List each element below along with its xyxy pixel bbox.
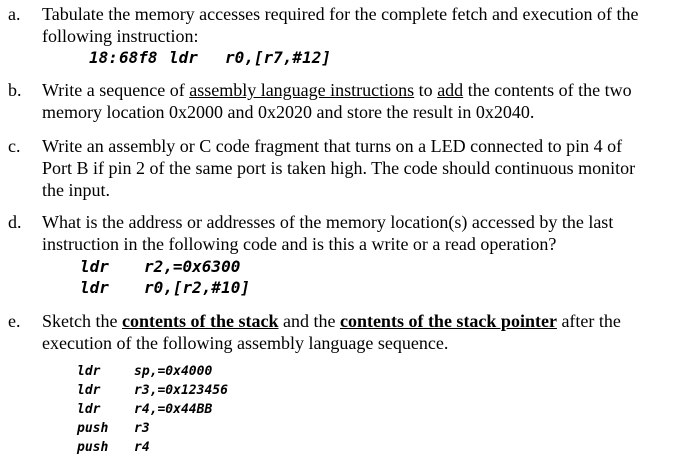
question-e-code xyxy=(77,362,228,457)
question-c-line-1: Write an assembly or C code fragment that turns on a LED connected to pin 4 of xyxy=(42,136,623,156)
question-d-line-2: instruction in the following code and is this a write or a read operation? xyxy=(42,234,557,254)
code-operands: r2,=0x6300 xyxy=(144,257,241,276)
code-mnemonic: ldr xyxy=(169,48,198,67)
code-line xyxy=(77,362,228,381)
question-e-letter: e. xyxy=(8,311,21,331)
question-b-text-part: the contents of the two xyxy=(463,80,632,100)
question-b-underlined-phrase: assembly language instructions xyxy=(189,80,415,100)
question-a-code xyxy=(89,47,331,68)
question-e-text xyxy=(42,310,692,354)
question-b-text-part: Write a sequence of xyxy=(42,80,190,100)
code-mnemonic: ldr xyxy=(80,278,109,297)
question-b-text xyxy=(42,79,692,123)
question-a-letter: a. xyxy=(8,4,21,24)
code-operands: sp,=0x4000 xyxy=(134,364,213,379)
question-c-line-3: the input. xyxy=(42,180,110,200)
code-operands: r0,[r2,#10] xyxy=(144,278,250,297)
code-operands: r3 xyxy=(134,421,150,436)
question-c-letter: c. xyxy=(8,136,21,156)
code-operands: r0,[r7,#12] xyxy=(225,48,331,67)
question-e-line-1 xyxy=(42,310,692,332)
question-d-line-1: What is the address or addresses of the memory location(s) accessed by the last xyxy=(42,212,614,232)
code-mnemonic: ldr xyxy=(77,402,101,417)
question-e-text-part: after the xyxy=(556,311,621,331)
question-b-line-1 xyxy=(42,79,692,101)
question-a-text xyxy=(42,3,692,47)
code-line xyxy=(80,256,250,277)
question-e-bold-underlined-phrase: contents of the stack pointer xyxy=(339,311,557,331)
question-c-text xyxy=(42,135,692,201)
code-mnemonic: ldr xyxy=(77,383,101,398)
code-mnemonic: push xyxy=(77,421,109,436)
code-mnemonic: ldr xyxy=(80,257,109,276)
code-line xyxy=(77,419,228,438)
question-b-underlined-word: add xyxy=(437,80,464,100)
code-line xyxy=(77,438,228,457)
code-line xyxy=(77,381,228,400)
code-operands: r3,=0x123456 xyxy=(134,383,228,398)
question-d-code xyxy=(80,256,250,298)
code-address: 18: xyxy=(89,48,118,67)
code-operands: r4,=0x44BB xyxy=(134,402,213,417)
question-a-line-2: following instruction: xyxy=(42,26,199,46)
question-d-text xyxy=(42,211,692,255)
question-b-text-part: to xyxy=(414,80,438,100)
question-e-line-2: execution of the following assembly language sequence. xyxy=(42,333,449,353)
code-operands: r4 xyxy=(134,440,150,455)
question-b-line-2: memory location 0x2000 and 0x2020 and store the result in 0x2040. xyxy=(42,102,535,122)
question-e-text-part: and the xyxy=(278,311,340,331)
code-mnemonic: ldr xyxy=(77,364,101,379)
code-line xyxy=(80,277,250,298)
code-line xyxy=(77,400,228,419)
code-mnemonic: push xyxy=(77,440,109,455)
question-b-letter: b. xyxy=(8,80,22,100)
question-d-letter: d. xyxy=(8,212,22,232)
code-opcode: 68f8 xyxy=(119,48,158,67)
question-a-line-1: Tabulate the memory accesses required for the complete fetch and execution of the xyxy=(42,4,639,24)
question-e-bold-underlined-phrase: contents of the stack xyxy=(121,311,279,331)
question-e-text-part: Sketch the xyxy=(42,311,122,331)
question-c-line-2: Port B if pin 2 of the same port is taken high. The code should continuous monitor xyxy=(42,158,636,178)
